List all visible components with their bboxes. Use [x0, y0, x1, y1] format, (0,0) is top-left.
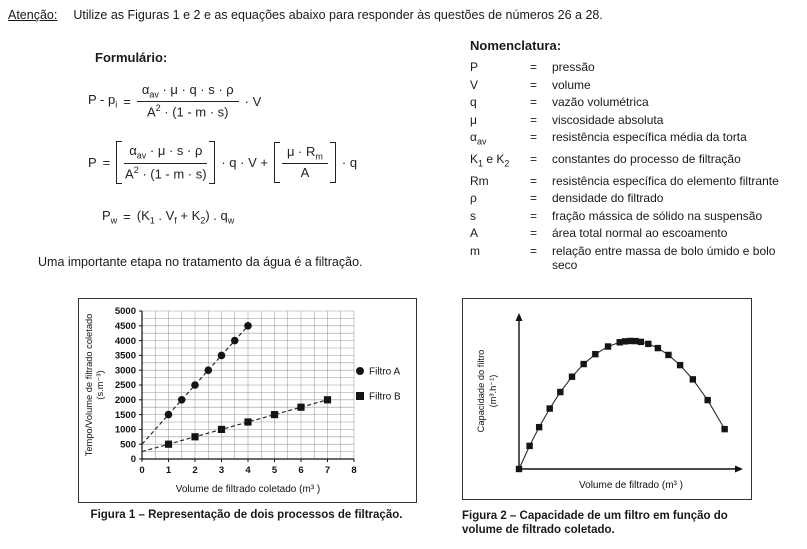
eq3-lhs: $P_w$ [102, 207, 118, 226]
eq2-fraction-1 [124, 143, 207, 181]
equals-sign: = [530, 173, 538, 188]
symbol: ρ [470, 191, 477, 206]
nomenclatura-section [470, 38, 804, 272]
svg-text:0: 0 [139, 465, 145, 476]
definition: pressão [552, 60, 595, 74]
attention-text: Utilize as Figuras 1 e 2 e as equações abaixo para responder às questões de números 26 a 28. [73, 8, 603, 22]
svg-text:(s.m⁻³): (s.m⁻³) [95, 370, 105, 400]
svg-text:Capacidade do filtro: Capacidade do filtro [476, 349, 486, 433]
axis-labels [476, 350, 683, 491]
equals-sign: = [530, 60, 538, 74]
equals-sign: = [530, 95, 538, 109]
symbol: Rm [470, 173, 489, 188]
eq2-bracket-group-1 [116, 141, 215, 183]
series-filtro-b [142, 396, 331, 451]
figure1-box [78, 298, 417, 503]
figure2-box [462, 298, 752, 500]
figure2-chart [463, 299, 751, 499]
svg-text:1: 1 [165, 465, 172, 476]
svg-text:3: 3 [218, 465, 225, 476]
definition: fração mássica de sólido na suspensão [552, 208, 763, 223]
definition: vazão volumétrica [552, 95, 649, 109]
nomenclatura-title: Nomenclatura: [470, 38, 562, 53]
intro-paragraph: Uma importante etapa no tratamento da água é a filtração. [38, 255, 363, 269]
formulario-title: Formulário: [95, 50, 168, 65]
up-arrow-icon [516, 313, 523, 321]
legend [356, 367, 401, 403]
right-arrow-icon [735, 466, 743, 473]
svg-text:3500: 3500 [114, 350, 136, 362]
series-capacidade [516, 338, 728, 472]
definition: volume [552, 77, 591, 92]
definition: área total normal ao escoamento [552, 226, 728, 241]
formulario-section [88, 50, 438, 225]
symbol: μ [470, 112, 477, 127]
eq2-numerator-2: $\mu \cdot R_m$ [282, 144, 328, 164]
definition: viscosidade absoluta [552, 112, 664, 127]
axes [516, 313, 744, 473]
svg-text:Filtro B: Filtro B [369, 391, 401, 403]
symbol: m [470, 243, 480, 258]
svg-text:8: 8 [351, 465, 357, 476]
equals-sign: = [530, 151, 538, 166]
eq2-fraction-2 [282, 144, 328, 181]
left-bracket-icon [274, 142, 280, 183]
equals-sign: = [530, 226, 538, 241]
equals-sign: = [530, 77, 538, 92]
svg-text:Volume de filtrado (m³ ): Volume de filtrado (m³ ) [579, 480, 683, 491]
svg-text:Volume de filtrado coletado (m: Volume de filtrado coletado (m³ ) [175, 484, 321, 495]
eq2-lhs: P [88, 154, 97, 170]
eq3-equals: = [123, 208, 131, 224]
figure2-caption: Figura 2 – Capacidade de um filtro em função do volume de filtrado coletado. [462, 510, 728, 536]
svg-text:6: 6 [298, 465, 304, 476]
svg-text:Tempo/Volume de filtrado colet: Tempo/Volume de filtrado coletado [84, 313, 94, 457]
right-bracket-icon [209, 141, 215, 183]
eq1-denominator: $A^2 \cdot (1 - m \cdot s)$ [146, 103, 229, 120]
equals-sign: = [530, 191, 538, 206]
equals-sign: = [530, 208, 538, 223]
symbol: A [470, 226, 479, 241]
symbol: $K_1$ e $K_2$ [470, 151, 510, 169]
equals-sign: = [530, 130, 538, 144]
eq2-tail: · q [341, 154, 358, 170]
svg-text:Filtro A: Filtro A [369, 366, 401, 378]
svg-text:4500: 4500 [114, 321, 136, 332]
symbol: $\alpha_{av}$ [470, 130, 487, 147]
svg-text:2: 2 [192, 465, 198, 476]
right-bracket-icon [330, 142, 336, 183]
attention-note [8, 8, 603, 22]
nomenclatura-list [470, 60, 804, 272]
svg-text:2000: 2000 [114, 395, 136, 406]
symbol: s [470, 208, 476, 223]
eq1-fraction [137, 82, 239, 120]
eq2-equals: = [102, 154, 111, 170]
tick-labels [115, 306, 357, 476]
left-bracket-icon [116, 141, 122, 183]
svg-text:4000: 4000 [114, 335, 136, 347]
eq3-body: ($K_1$ . $V_f + K_2$) . $q_w$ [136, 207, 235, 226]
figure1-caption: Figura 1 – Representação de dois processos de filtração. [90, 509, 403, 521]
svg-text:0: 0 [130, 454, 136, 466]
svg-text:500: 500 [120, 439, 136, 451]
svg-text:1000: 1000 [114, 424, 136, 436]
attention-label: Atenção: [8, 8, 58, 22]
svg-text:(m³.h⁻¹): (m³.h⁻¹) [488, 374, 498, 408]
definition: densidade do filtrado [552, 191, 664, 206]
svg-text:5: 5 [271, 465, 278, 476]
eq2-bracket-group-2 [274, 142, 336, 183]
eq2-denominator-2: A [300, 165, 310, 181]
equals-sign: = [530, 243, 538, 258]
definition: resistência específica do elemento filtrante [552, 173, 779, 188]
svg-text:3000: 3000 [114, 365, 136, 377]
svg-text:5000: 5000 [114, 306, 136, 318]
eq2-middle: · q · V + [221, 154, 268, 170]
definition: relação entre massa de bolo úmido e bolo seco [552, 243, 776, 272]
equation-1 [88, 82, 438, 120]
symbol: P [470, 60, 479, 74]
grid [142, 311, 354, 459]
symbol: V [470, 77, 479, 92]
eq1-equals: = [123, 93, 131, 109]
equation-2 [88, 141, 438, 183]
equals-sign: = [530, 112, 538, 127]
svg-text:1500: 1500 [114, 409, 136, 421]
svg-text:4: 4 [245, 465, 251, 476]
eq1-tail: · V [244, 93, 262, 109]
definition: resistência específica média da torta [552, 130, 747, 144]
eq2-denominator-1: $A^2 \cdot (1 - m \cdot s)$ [125, 164, 207, 182]
figure1-chart [79, 299, 416, 502]
equation-3 [102, 208, 438, 226]
eq1-lhs: P - $p_i$ [88, 92, 118, 110]
eq1-numerator: $\alpha_{av} \cdot \mu \cdot q \cdot s \cdot \rho$ [137, 82, 239, 102]
svg-text:2500: 2500 [114, 380, 136, 392]
eq2-numerator-1: $\alpha_{av} \cdot \mu \cdot s \cdot \rho$ [124, 143, 207, 163]
definition: constantes do processo de filtração [552, 151, 741, 166]
symbol: q [470, 95, 477, 109]
svg-text:7: 7 [324, 465, 331, 476]
